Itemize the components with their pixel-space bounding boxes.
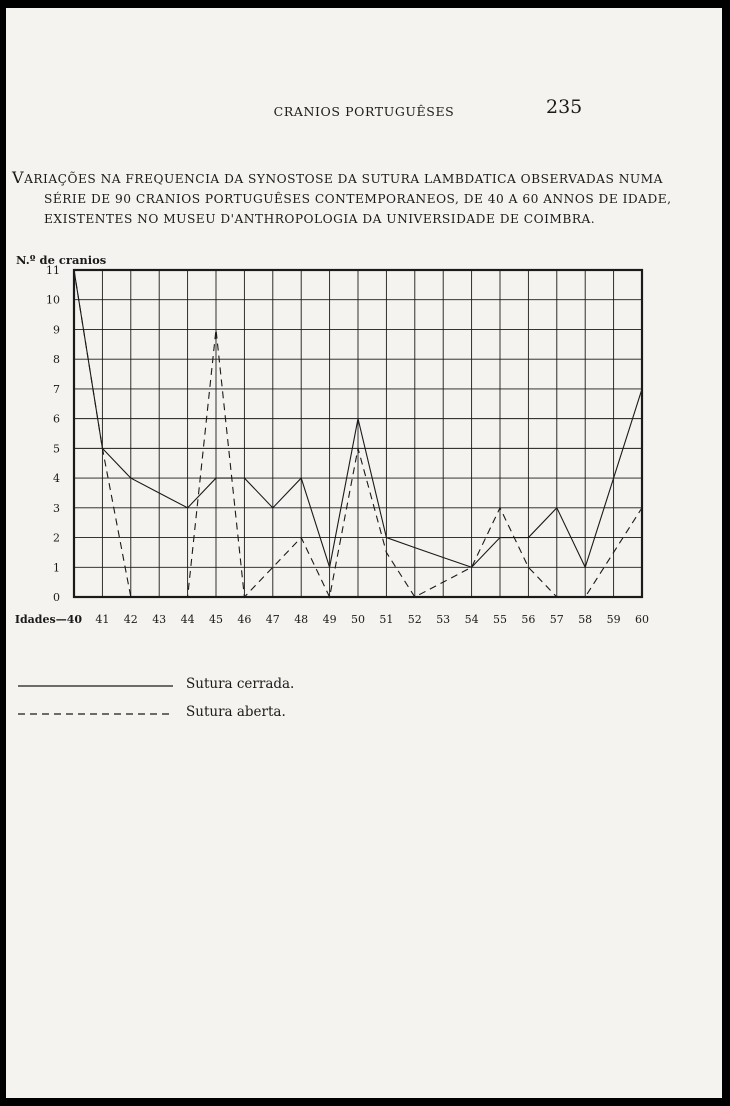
caption-line-3: EXISTENTES NO MUSEU D'ANTHROPOLOGIA DA UNIVERSIDADE DE COIMBRA. (44, 212, 596, 226)
x-tick-label: 47 (265, 613, 280, 626)
line-chart (6, 8, 722, 648)
page-number: 235 (546, 96, 583, 118)
y-tick-label: 10 (46, 293, 60, 307)
x-tick-label: 46 (237, 613, 252, 626)
y-tick-label: 2 (53, 531, 60, 545)
x-tick-label: 44 (180, 613, 195, 626)
y-tick-label: 6 (53, 412, 60, 426)
y-tick-label: 3 (53, 501, 60, 515)
x-tick-label: 58 (578, 613, 593, 626)
x-tick-label: 48 (294, 613, 309, 626)
y-tick-label: 7 (53, 382, 60, 396)
x-tick-label: 59 (606, 613, 621, 626)
x-tick-label: 50 (351, 613, 365, 626)
x-tick-label: 56 (521, 613, 536, 626)
y-tick-label: 11 (46, 264, 60, 277)
x-tick-label: 57 (549, 613, 564, 626)
page (6, 8, 722, 1098)
y-tick-label: 4 (53, 472, 60, 486)
caption-line-2: SÉRIE DE 90 CRANIOS PORTUGUÊSES CONTEMPORANEOS, DE 40 A 60 ANNOS DE IDADE, (44, 192, 672, 206)
x-tick-label: 60 (635, 613, 649, 626)
x-tick-label: 42 (123, 613, 138, 626)
y-tick-label: 1 (53, 561, 60, 575)
x-tick-label: Idades—40 (14, 613, 82, 626)
x-tick-label: 45 (209, 613, 223, 626)
y-tick-label: 8 (53, 353, 60, 367)
legend-label-aberta: Sutura aberta. (186, 704, 286, 720)
x-tick-label: 53 (436, 613, 451, 626)
x-tick-label: 51 (379, 613, 394, 626)
running-title: CRANIOS PORTUGUÊSES (273, 104, 455, 119)
y-tick-label: 0 (53, 591, 60, 604)
legend-item-aberta (18, 704, 418, 722)
legend-label-cerrada: Sutura cerrada. (186, 676, 295, 692)
legend-dashed-line (18, 704, 178, 722)
legend-item-cerrada (18, 676, 418, 694)
legend-solid-line (18, 676, 178, 694)
x-tick-label: 41 (95, 613, 110, 626)
x-tick-label: 52 (407, 613, 422, 626)
y-axis-label: N.º de cranios (16, 253, 107, 267)
y-tick-label: 9 (53, 323, 60, 337)
x-tick-label: 49 (322, 613, 337, 626)
y-tick-label: 5 (53, 442, 60, 456)
x-tick-label: 54 (464, 613, 479, 626)
x-tick-label: 43 (152, 613, 167, 626)
caption-line-1: VARIAÇÕES NA FREQUENCIA DA SYNOSTOSE DA SUTURA LAMBDATICA OBSERVADAS NUMA (12, 168, 663, 187)
x-tick-label: 55 (493, 613, 507, 626)
